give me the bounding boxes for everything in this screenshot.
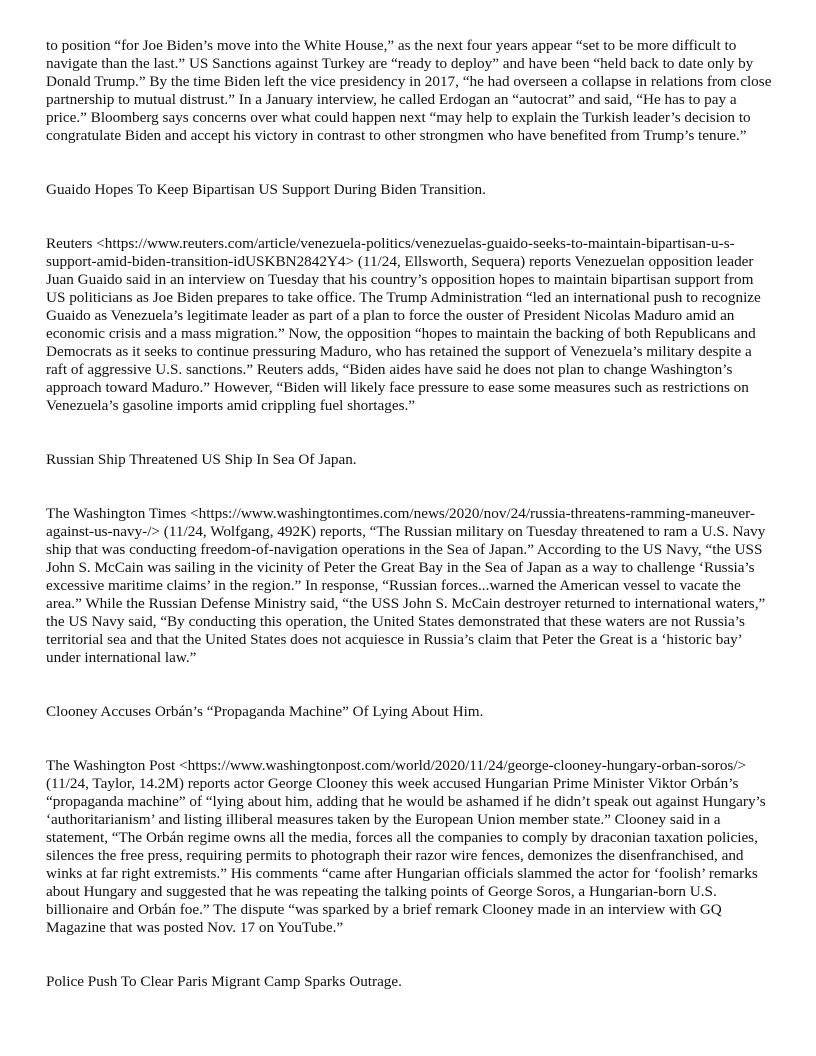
article-paragraph-turkey: to position “for Joe Biden’s move into the White House,” as the next four years appear “set to be more difficult to navigate than the last.” US Sanctions against Turkey are “ready to deploy” and have been “held back to date only by Donald Trump.” By the time Biden left the vice presidency in 2017, “he had overseen a collapse in relations from close partnership to mutual distrust.” In a January interview, he called Erdogan an “autocrat” and said, “He has to pay a price.” Bloomberg says concerns over what could happen next “may help to explain the Turkish leader’s decision to congratulate Biden and accept his victory in contrast to other strongmen who have benefited from Trump’s tenure.” bbox=[46, 37, 772, 144]
headline-guaido: Guaido Hopes To Keep Bipartisan US Support During Biden Transition. bbox=[46, 181, 486, 198]
article-paragraph-clooney: The Washington Post <https://www.washingtonpost.com/world/2020/11/24/george-clooney-hungary-orban-soros/> (11/24, Taylor, 14.2M) reports actor George Clooney this week accused Hungarian Prime Minister Viktor Orbán’s “propaganda machine” of “lying about him, adding that he would be ashamed if he didn’t speak out against Hungary’s ‘authoritarianism’ and listing illiberal measures taken by the European Union member state.” Clooney said in a statement, “The Orbán regime owns all the media, forces all the companies to comply by draconian taxation policies, silences the free press, requiring permits to photograph their razor wire fences, demonizes the disenfranchised, and winks at far right extremists.” His comments “came after Hungarian officials slammed the actor for ‘foolish’ remarks about Hungary and suggested that he was repeating the talking points of George Soros, a Hungarian-born U.S. billionaire and Orbán foe.” The dispute “was sparked by a brief remark Clooney made in an interview with GQ Magazine that was posted Nov. 17 on YouTube.” bbox=[46, 757, 766, 936]
spacer bbox=[46, 721, 776, 757]
spacer bbox=[46, 199, 776, 235]
spacer bbox=[46, 937, 776, 973]
document-page bbox=[46, 37, 776, 991]
article-paragraph-guaido: Reuters <https://www.reuters.com/article/venezuela-politics/venezuelas-guaido-seeks-to-maintain-bipartisan-u-s-support-amid-biden-transition-idUSKBN2842Y4> (11/24, Ellsworth, Sequera) reports Venezuelan opposition leader Juan Guaido said in an interview on Tuesday that his country’s opposition hopes to maintain bipartisan support from US politicians as Joe Biden prepares to take office. The Trump Administration “led an international push to recognize Guaido as Venezuela’s legitimate leader as part of a plan to force the ouster of President Nicolas Maduro amid an economic crisis and a mass migration.” Now, the opposition “hopes to maintain the backing of both Republicans and Democrats as it seeks to continue pressuring Maduro, who has retained the support of Venezuela’s military despite a raft of aggressive U.S. sanctions.” Reuters adds, “Biden aides have said he does not plan to change Washington’s approach toward Maduro.” However, “Biden will likely face pressure to ease some measures such as restrictions on Venezuela’s gasoline imports amid crippling fuel shortages.” bbox=[46, 235, 761, 414]
spacer bbox=[46, 145, 776, 181]
headline-paris-migrant-camp: Police Push To Clear Paris Migrant Camp Sparks Outrage. bbox=[46, 973, 402, 990]
article-paragraph-russian-ship: The Washington Times <https://www.washingtontimes.com/news/2020/nov/24/russia-threatens-ramming-maneuver-against-us-navy-/> (11/24, Wolfgang, 492K) reports, “The Russian military on Tuesday threatened to ram a U.S. Navy ship that was conducting freedom-of-navigation operations in the Sea of Japan.” According to the US Navy, “the USS John S. McCain was sailing in the vicinity of Peter the Great Bay in the Sea of Japan as a way to challenge ‘Russia’s excessive maritime claims’ in the region.” In response, “Russian forces...warned the American vessel to vacate the area.” While the Russian Defense Ministry said, “the USS John S. McCain destroyer returned to international waters,” the US Navy said, “By conducting this operation, the United States demonstrated that these waters are not Russia’s territorial sea and that the United States does not acquiesce in Russia’s claim that Peter the Great is a ‘historic bay’ under international law.” bbox=[46, 505, 766, 666]
spacer bbox=[46, 415, 776, 451]
headline-russian-ship: Russian Ship Threatened US Ship In Sea Of Japan. bbox=[46, 451, 357, 468]
spacer bbox=[46, 469, 776, 505]
headline-clooney: Clooney Accuses Orbán’s “Propaganda Machine” Of Lying About Him. bbox=[46, 703, 484, 720]
spacer bbox=[46, 667, 776, 703]
